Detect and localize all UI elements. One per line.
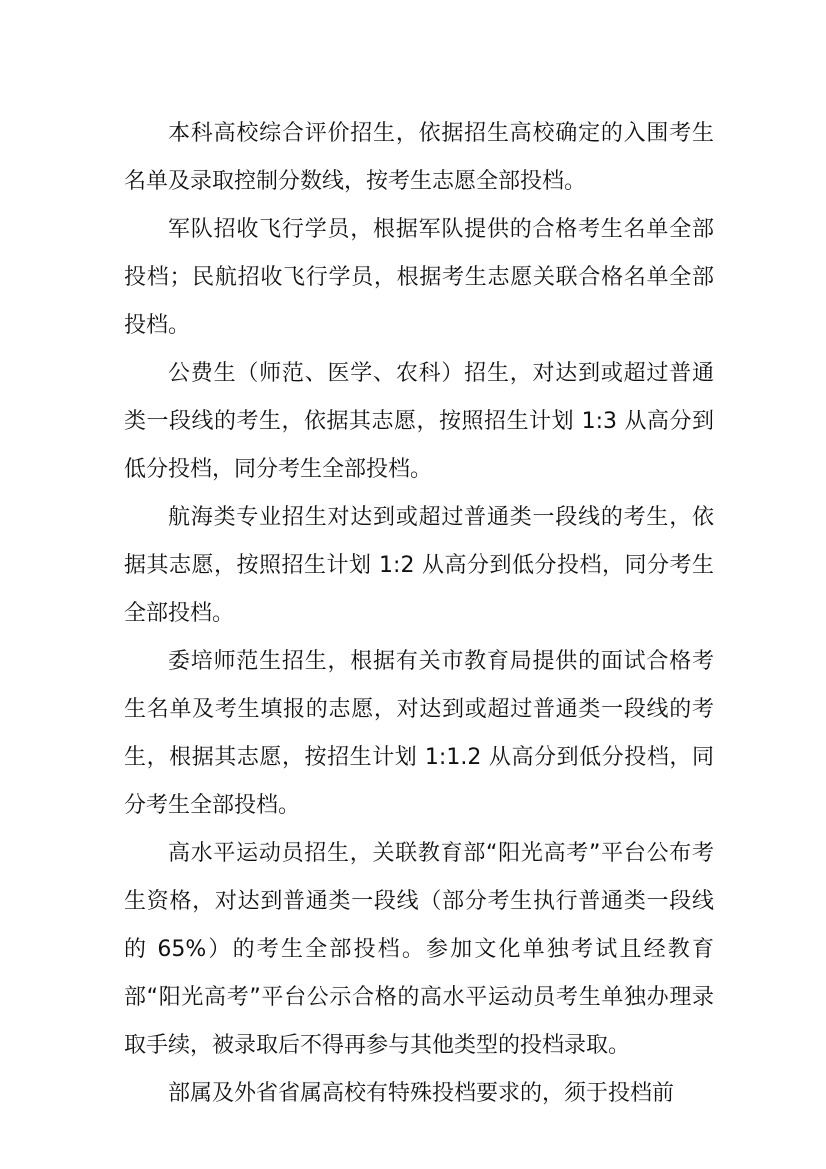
paragraph-maritime-majors: 航海类专业招生对达到或超过普通类一段线的考生，依据其志愿，按照招生计划 1:2 从高分到低分投档，同分考生全部投档。: [124, 505, 714, 626]
paragraph-commissioned-teacher-students: 委培师范生招生，根据有关市教育局提供的面试合格考生名单及考生填报的志愿，对达到或超过普通类一段线的考生，根据其志愿，按招生计划 1:1.2 从高分到低分投档，同分考生全部投档。: [124, 649, 714, 818]
paragraph-comprehensive-evaluation: 本科高校综合评价招生，依据招生高校确定的入围考生名单及录取控制分数线，按考生志愿全部投档。: [124, 121, 714, 194]
paragraph-high-level-athletes: 高水平运动员招生，关联教育部“阳光高考”平台公布考生资格，对达到普通类一段线（部分考生执行普通类一段线的 65%）的考生全部投档。参加文化单独考试且经教育部“阳光高考”平台公示合格的高水平运动员考生单独办理录取手续，被录取后不得再参与其他类型的投档录取。: [124, 841, 714, 1058]
document-body: [124, 110, 714, 1118]
paragraph-publicly-funded-students: 公费生（师范、医学、农科）招生，对达到或超过普通类一段线的考生，依据其志愿，按照招生计划 1:3 从高分到低分投档，同分考生全部投档。: [124, 361, 714, 482]
paragraph-flight-cadets: 军队招收飞行学员，根据军队提供的合格考生名单全部投档；民航招收飞行学员，根据考生志愿关联合格名单全部投档。: [124, 217, 714, 338]
paragraph-special-requirements: 部属及外省省属高校有特殊投档要求的，须于投档前: [168, 1081, 675, 1106]
